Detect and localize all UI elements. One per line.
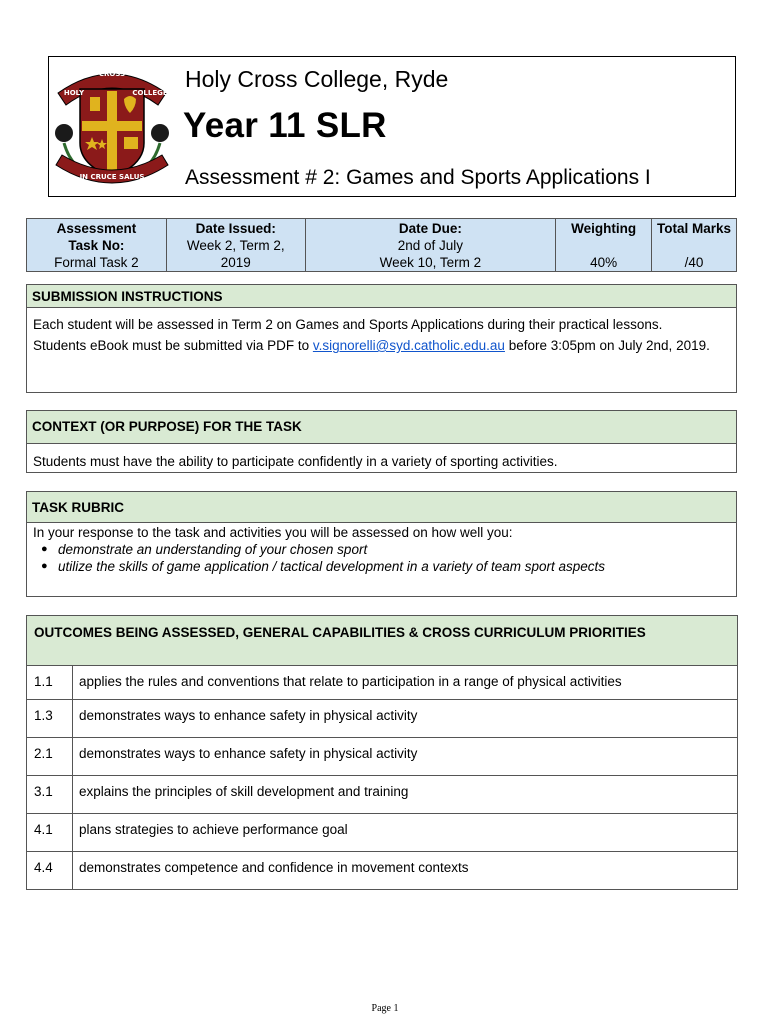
task-label-line1: Assessment (56, 221, 137, 236)
rubric-bullet-list (33, 541, 730, 575)
outcome-code: 1.3 (27, 700, 73, 737)
submission-line2 (33, 337, 730, 354)
total-label: Total Marks (657, 221, 732, 236)
context-heading: CONTEXT (OR PURPOSE) FOR THE TASK (27, 411, 736, 444)
context-section (26, 410, 737, 473)
task-number-cell (27, 219, 167, 272)
issued-label: Date Issued: (195, 221, 276, 236)
issued-value-line1: Week 2, Term 2, (186, 238, 285, 253)
task-label-line2: Task No: (68, 238, 125, 253)
task-rubric-section (26, 491, 737, 597)
school-crest-logo (50, 61, 174, 191)
rubric-bullet: ● utilize the skills of game application / tactical development in a variety of team sport aspects (41, 558, 730, 575)
rubric-intro: In your response to the task and activities you will be assessed on how well you: (33, 525, 513, 540)
assessment-info-table (26, 218, 737, 272)
outcome-text: explains the principles of skill development and training (79, 784, 409, 799)
crest-motto: IN CRUCE SALUS (79, 173, 145, 181)
rubric-heading: TASK RUBRIC (27, 492, 736, 523)
submission-line1: Each student will be assessed in Term 2 on Games and Sports Applications during their practical lessons. (33, 317, 663, 332)
outcome-row (27, 737, 737, 775)
outcome-code: 3.1 (27, 776, 73, 813)
rubric-bullet: ● demonstrate an understanding of your chosen sport (41, 541, 730, 558)
weighting-label: Weighting (571, 221, 637, 236)
due-label: Date Due: (398, 221, 462, 236)
page-title: Year 11 SLR (183, 106, 387, 145)
total-value: /40 (684, 255, 704, 270)
outcome-row (27, 851, 737, 889)
rubric-body (27, 523, 736, 578)
crest-left-text: HOLY (63, 89, 85, 97)
outcome-row (27, 775, 737, 813)
outcomes-heading: OUTCOMES BEING ASSESSED, GENERAL CAPABILITIES & CROSS CURRICULUM PRIORITIES (27, 616, 737, 666)
outcome-text: demonstrates competence and confidence in movement contexts (79, 860, 469, 875)
submission-line2-suffix: before 3:05pm on July 2nd, 2019. (504, 338, 710, 353)
outcome-code: 2.1 (27, 738, 73, 775)
task-value: Formal Task 2 (54, 255, 139, 270)
total-marks-cell (652, 219, 737, 272)
due-value-line2: Week 10, Term 2 (379, 255, 482, 270)
document-header (48, 56, 736, 197)
assessment-title: Assessment # 2: Games and Sports Applications I (185, 166, 651, 189)
outcome-code: 4.1 (27, 814, 73, 851)
date-issued-cell (166, 219, 305, 272)
outcomes-section (26, 615, 738, 890)
outcome-text: demonstrates ways to enhance safety in physical activity (79, 708, 418, 723)
outcome-code: 1.1 (27, 666, 73, 699)
outcome-row (27, 813, 737, 851)
outcome-text: applies the rules and conventions that relate to participation in a range of physical activities (79, 674, 622, 689)
submission-line2-prefix: Students eBook must be submitted via PDF to (33, 338, 313, 353)
outcome-text: plans strategies to achieve performance goal (79, 822, 348, 837)
crest-top-text: CROSS (98, 70, 126, 78)
page-number: Page 1 (371, 1003, 399, 1014)
weighting-value: 40% (590, 255, 618, 270)
context-text: Students must have the ability to participate confidently in a variety of sporting activities. (33, 454, 558, 469)
date-due-cell (305, 219, 555, 272)
weighting-cell (556, 219, 652, 272)
outcome-code: 4.4 (27, 852, 73, 889)
outcome-text: demonstrates ways to enhance safety in physical activity (79, 746, 418, 761)
due-value-line1: 2nd of July (397, 238, 464, 253)
crest-right-text: COLLEGE (132, 89, 168, 97)
submission-heading: SUBMISSION INSTRUCTIONS (27, 285, 736, 308)
outcome-row (27, 666, 737, 699)
school-name: Holy Cross College, Ryde (185, 66, 449, 92)
teacher-email-link[interactable]: v.signorelli@syd.catholic.edu.au (312, 338, 505, 353)
issued-value-line2: 2019 (220, 255, 251, 270)
submission-body (27, 308, 736, 357)
outcome-row (27, 699, 737, 737)
submission-section (26, 284, 737, 393)
